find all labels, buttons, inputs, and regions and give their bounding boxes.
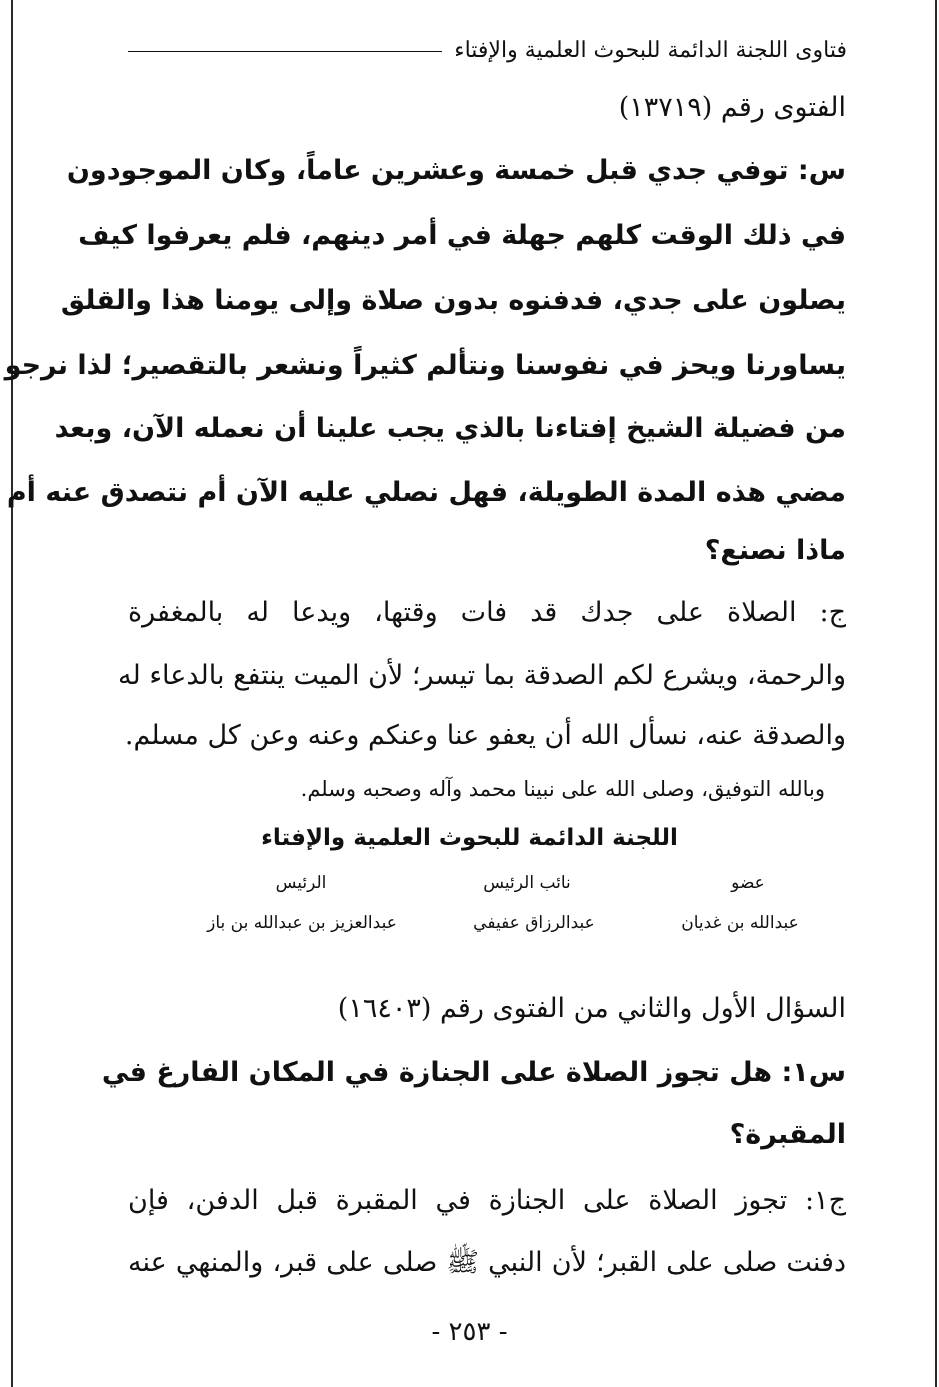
running-header — [128, 32, 847, 68]
question-line: س: توفي جدي قبل خمسة وعشرين عاماً، وكان الموجودون — [66, 155, 846, 186]
fatwa-number-label: السؤال الأول والثاني من الفتوى رقم (١٦٤٠٣) — [337, 993, 846, 1024]
signatory-name-member: عبدالله بن غديان — [681, 913, 799, 933]
question-line: في ذلك الوقت كلهم جهلة في أمر دينهم، فلم يعرفوا كيف — [78, 220, 846, 251]
question-line: المقبرة؟ — [729, 1119, 846, 1150]
answer-line: والرحمة، ويشرع لكم الصدقة بما تيسر؛ لأن الميت ينتفع بالدعاء له — [118, 660, 846, 691]
committee-title: اللجنة الدائمة للبحوث العلمية والإفتاء — [261, 825, 678, 851]
signatory-role-president: الرئيس — [275, 873, 327, 893]
closing-line: وبالله التوفيق، وصلى الله على نبينا محمد وآله وصحبه وسلم. — [300, 777, 825, 801]
answer-line: والصدقة عنه، نسأل الله أن يعفو عنا وعنكم وعنه وعن كل مسلم. — [124, 720, 846, 751]
answer-line: ج: الصلاة على جدك قد فات وقتها، ويدعا له بالمغفرة — [128, 597, 846, 628]
running-title: فتاوى اللجنة الدائمة للبحوث العلمية والإفتاء — [454, 37, 847, 63]
signatory-role-vice-president: نائب الرئيس — [483, 873, 571, 893]
fatwa-number-label: الفتوى رقم (١٣٧١٩) — [618, 92, 846, 123]
signatory-name-president: عبدالعزيز بن عبدالله بن باز — [207, 913, 397, 933]
signatory-name-vice-president: عبدالرزاق عفيفي — [473, 913, 595, 933]
signatory-role-member: عضو — [731, 873, 765, 893]
scan-edge-right — [935, 0, 937, 1387]
page-number: - ٢٥٣ - — [431, 1317, 508, 1347]
question-line: مضي هذه المدة الطويلة، فهل نصلي عليه الآن أم نتصدق عنه أم — [6, 477, 846, 508]
answer-line: دفنت صلى على القبر؛ لأن النبي ﷺ صلى على قبر، والمنهي عنه — [128, 1247, 846, 1278]
header-rule — [128, 51, 442, 52]
scan-edge-left — [11, 0, 13, 1387]
question-line: من فضيلة الشيخ إفتاءنا بالذي يجب علينا أن نعمله الآن، وبعد — [54, 413, 846, 444]
answer-line: ج١: تجوز الصلاة على الجنازة في المقبرة قبل الدفن، فإن — [128, 1185, 846, 1216]
question-line: يساورنا ويحز في نفوسنا ونتألم كثيراً ونشعر بالتقصير؛ لذا نرجو — [4, 350, 846, 381]
question-line: ماذا نصنع؟ — [704, 535, 846, 566]
question-line: يصلون على جدي، فدفنوه بدون صلاة وإلى يومنا هذا والقلق — [60, 285, 846, 316]
question-line: س١: هل تجوز الصلاة على الجنازة في المكان الفارغ في — [101, 1057, 846, 1088]
